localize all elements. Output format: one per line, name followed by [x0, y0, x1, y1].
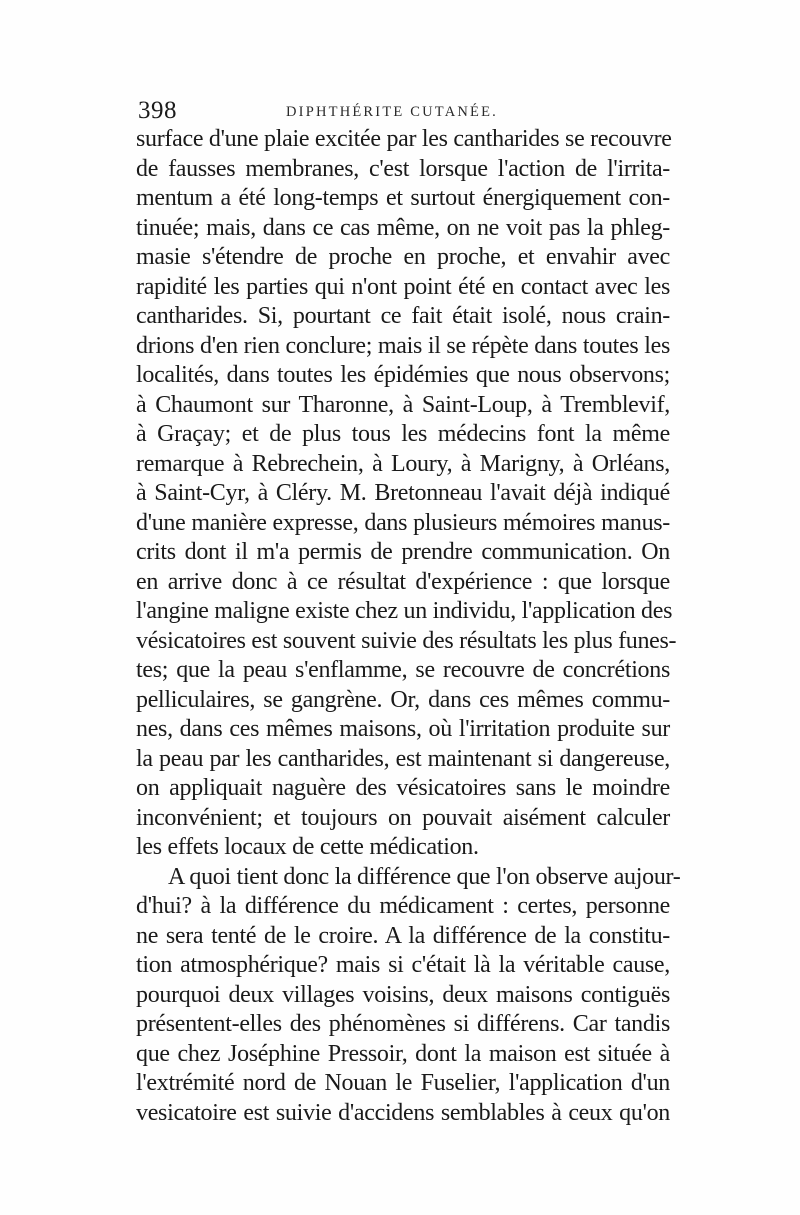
text-line: inconvénient; et toujours on pouvait aisément calculer	[136, 804, 670, 831]
text-line: nes, dans ces mêmes maisons, où l'irritation produite sur	[136, 716, 670, 742]
text-line: de fausses membranes, c'est lorsque l'action de l'irrita-	[136, 155, 670, 182]
text-line: vesicatoire est suivie d'accidens semblables à ceux qu'on	[136, 1099, 670, 1126]
text-line: remarque à Rebrechein, à Loury, à Marigny, à Orléans,	[136, 450, 670, 477]
text-line: cantharides. Si, pourtant ce fait était isolé, nous crain-	[136, 303, 670, 329]
running-head	[138, 96, 670, 126]
text-line: masie s'étendre de proche en proche, et envahir avec	[136, 244, 670, 270]
page-number: 398	[138, 97, 177, 124]
text-line: d'une manière expresse, dans plusieurs mémoires manus-	[136, 509, 670, 536]
text-line: ne sera tenté de le croire. A la différence de la constitu-	[136, 922, 670, 949]
text-line: tes; que la peau s'enflamme, se recouvre de concrétions	[136, 657, 670, 683]
text-line: la peau par les cantharides, est maintenant si dangereuse,	[136, 745, 670, 772]
text-line: vésicatoires est souvent suivie des résultats les plus funes-	[136, 627, 677, 654]
text-line: à Chaumont sur Tharonne, à Saint-Loup, à Tremblevif,	[136, 391, 670, 418]
text-line: tinuée; mais, dans ce cas même, on ne voit pas la phleg-	[136, 214, 670, 241]
body-text	[136, 125, 681, 1128]
text-line: mentum a été long-temps et surtout énergiquement con-	[136, 185, 670, 211]
text-line: pelliculaires, se gangrène. Or, dans ces mêmes commu-	[136, 686, 670, 713]
paragraph-start-line: A quoi tient donc la différence que l'on observe aujour-	[168, 863, 681, 890]
text-line: à Saint-Cyr, à Cléry. M. Bretonneau l'avait déjà indiqué	[136, 480, 670, 506]
text-line: localités, dans toutes les épidémies que nous observons;	[136, 362, 670, 388]
text-line: l'angine maligne existe chez un individu, l'application des	[136, 598, 673, 624]
text-line: présentent-elles des phénomènes si différens. Car tandis	[136, 1011, 670, 1037]
text-line: en arrive donc à ce résultat d'expérience : que lorsque	[136, 568, 670, 595]
text-line: on appliquait naguère des vésicatoires sans le moindre	[136, 775, 670, 801]
text-line: drions d'en rien conclure; mais il se répète dans toutes les	[136, 332, 670, 359]
running-title: DIPHTHÉRITE CUTANÉE.	[286, 104, 498, 120]
text-line: tion atmosphérique? mais si c'était là la véritable cause,	[136, 952, 670, 978]
text-line: que chez Joséphine Pressoir, dont la maison est située à	[136, 1040, 670, 1067]
text-line: crits dont il m'a permis de prendre communication. On	[136, 539, 670, 565]
text-line: à Graçay; et de plus tous les médecins font la même	[136, 421, 670, 447]
text-line: rapidité les parties qui n'ont point été en contact avec les	[136, 273, 670, 300]
text-line: surface d'une plaie excitée par les cantharides se recouvre	[136, 126, 672, 152]
text-line: pourquoi deux villages voisins, deux maisons contiguës	[136, 981, 670, 1008]
text-line: l'extrémité nord de Nouan le Fuselier, l'application d'un	[136, 1070, 670, 1096]
text-line: d'hui? à la différence du médicament : certes, personne	[136, 893, 670, 919]
paragraph-end-line: les effets locaux de cette médication.	[136, 834, 479, 860]
